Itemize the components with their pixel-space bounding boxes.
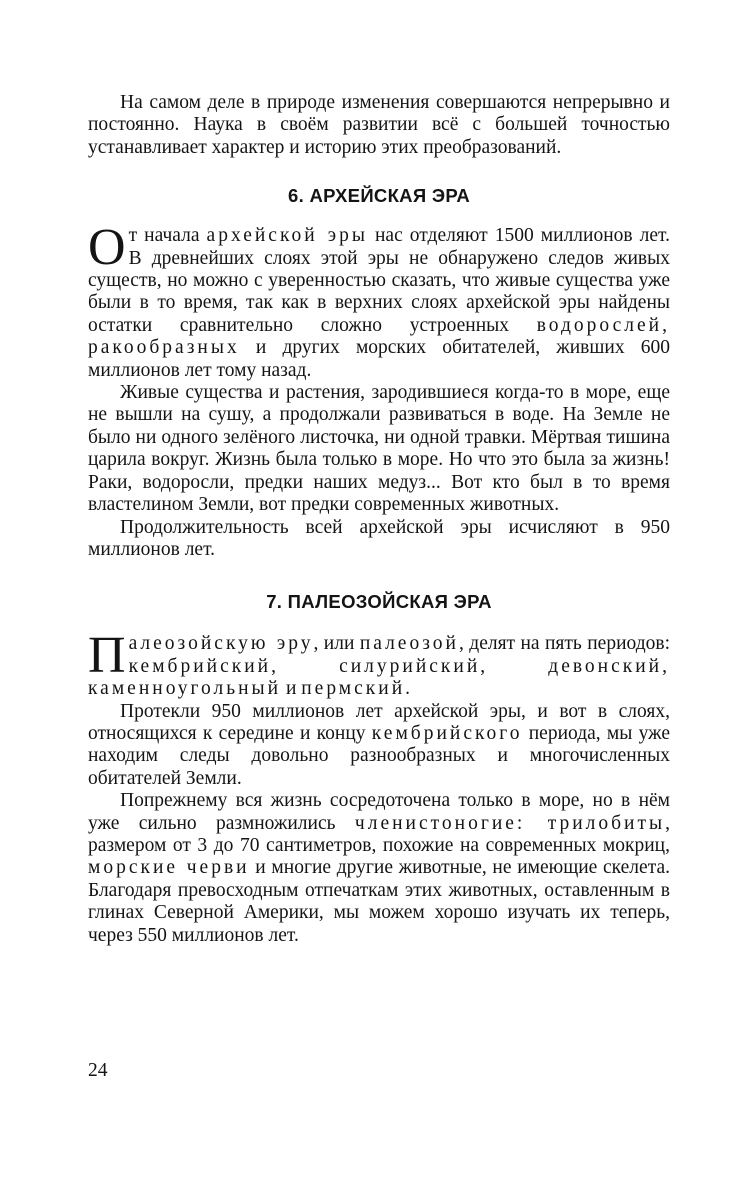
paleozoic-paragraph-1 bbox=[88, 627, 670, 700]
text-run: и многие другие животные, не имеющие скелета. Благодаря превосходным отпечаткам этих животных, оставленным в глинах Северной Америки, мы можем хорошо изучать их теперь, через 550 миллионов лет. bbox=[88, 857, 670, 946]
text-run: Попрежнему вся жизнь сосредоточена только в море, но в нём уже сильно размножились bbox=[88, 790, 670, 834]
page-number: 24 bbox=[88, 1060, 108, 1081]
archean-paragraph-1 bbox=[88, 219, 670, 382]
text-run: и других морских обитателей, живших 600 миллионов лет тому назад. bbox=[88, 337, 670, 381]
text-run: нас отделяют 1500 миллионов лет. В древнейших слоях этой эры не обнаружено следов живых существ, но можно с уверенностью сказать, что живые существа уже были в то время, так как в верхних слоях архейской эры найдены остатки сравнительно сложно устроенных bbox=[88, 225, 670, 336]
spaced-term: палеозой bbox=[359, 633, 459, 655]
spaced-term: кембрийского bbox=[371, 722, 523, 744]
spaced-term: морские черви bbox=[88, 857, 250, 879]
text-run: , размером от 3 до 70 сантиметров, похожие на современных мокриц, bbox=[88, 812, 670, 856]
spaced-term: членистоногие: трилобиты bbox=[354, 812, 666, 834]
drop-cap: П bbox=[88, 627, 126, 685]
section-heading-paleozoic: 7. ПАЛЕОЗОЙСКАЯ ЭРА bbox=[266, 591, 492, 613]
intro-paragraph: На самом деле в природе изменения совершаются непрерывно и постоянно. Наука в своём развитии всё с большей точностью устанавливает характер и историю этих преобразований. bbox=[88, 92, 670, 158]
spaced-term: пермский bbox=[301, 678, 406, 700]
archean-paragraph-3: Продолжительность всей архейской эры исчисляют в 950 миллионов лет. bbox=[88, 516, 670, 560]
spaced-term: кембрийский, силурийский, девонский, каменноугольный bbox=[88, 655, 670, 700]
spaced-term: архейской эры bbox=[206, 225, 368, 247]
text-run: . bbox=[405, 678, 411, 700]
text-run: и bbox=[281, 678, 302, 700]
text-run: , или bbox=[313, 633, 360, 655]
paleozoic-paragraph-3 bbox=[88, 790, 670, 947]
spaced-term: водорослей, ракообразных bbox=[88, 314, 670, 359]
spaced-term: алеозойскую эру bbox=[128, 633, 314, 655]
page-body bbox=[88, 92, 670, 947]
text-run: периода, мы уже находим следы довольно разнообразных и многочисленных обитателей Земли. bbox=[88, 722, 670, 789]
paleozoic-paragraph-2 bbox=[88, 701, 670, 791]
archean-paragraph-2: Живые существа и растения, зародившиеся когда-то в море, еще не вышли на сушу, а продолжали развиваться в воде. На Земле не было ни одного зелёного листочка, ни одной травки. Мёртвая тишина царила вокруг. Жизнь была только в море. Но что это была за жизнь! Раки, водоросли, предки наших медуз... Вот кто был в то время властелином Земли, вот предки современных животных. bbox=[88, 382, 670, 516]
section-heading-archean: 6. АРХЕЙСКАЯ ЭРА bbox=[287, 185, 471, 207]
text-run: т начала bbox=[128, 225, 207, 247]
drop-cap: О bbox=[88, 219, 126, 277]
text-run: Протекли 950 миллионов лет архейской эры, и вот в слоях, относящихся к середине и концу bbox=[88, 700, 670, 744]
text-run: , делят на пять периодов: bbox=[459, 633, 670, 655]
